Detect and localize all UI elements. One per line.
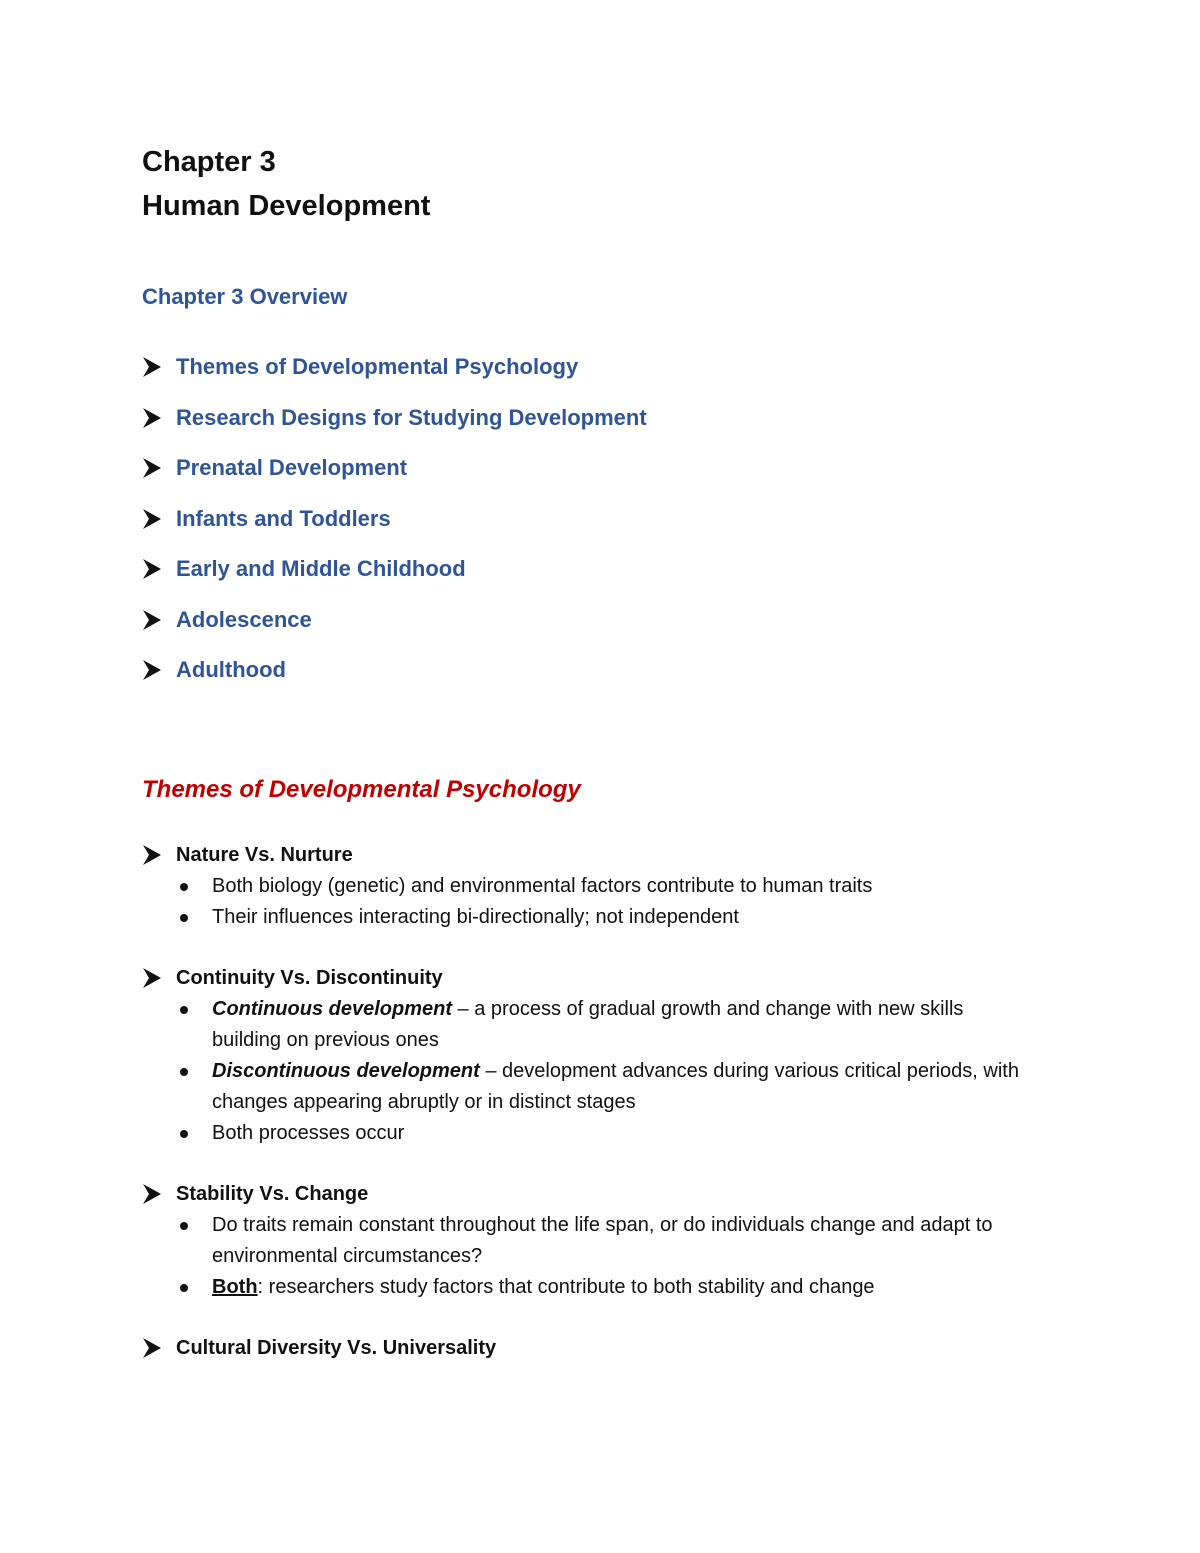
chapter-title: Human Development — [142, 190, 431, 222]
overview-item — [142, 544, 1072, 595]
bullet-list — [142, 871, 1072, 933]
bullet-text: – a process of gradual growth and change with new skills building on previous ones — [212, 997, 964, 1051]
bullet-text: – development advances during various critical periods, with changes appearing abruptly or in distinct stages — [212, 1059, 1019, 1113]
theme-heading-label: Stability Vs. Change — [176, 1182, 369, 1205]
bullet-item — [178, 1056, 1032, 1118]
overview-item — [142, 443, 1072, 494]
bullet-text: Both processes occur — [212, 1121, 405, 1144]
overview-item-label: Prenatal Development — [176, 455, 408, 481]
round-bullet-icon — [180, 1130, 188, 1138]
themes-container — [142, 840, 1072, 1364]
arrowhead-bullet-icon — [142, 356, 162, 378]
theme-heading-label: Continuity Vs. Discontinuity — [176, 966, 443, 989]
bullet-item — [178, 1118, 1032, 1149]
arrowhead-bullet-icon — [142, 508, 162, 530]
arrowhead-bullet-icon — [142, 407, 162, 429]
arrowhead-bullet-icon — [142, 558, 162, 580]
round-bullet-icon — [180, 914, 188, 922]
bullet-text: : researchers study factors that contribute to both stability and change — [257, 1275, 875, 1298]
arrowhead-bullet-icon — [142, 609, 162, 631]
overview-item — [142, 393, 1072, 444]
bullet-text: Do traits remain constant throughout the life span, or do individuals change and adapt to environmental circumstances? — [212, 1213, 993, 1267]
round-bullet-icon — [180, 1068, 188, 1076]
bullet-item — [178, 1210, 1032, 1272]
overview-item-label: Infants and Toddlers — [176, 505, 391, 531]
bullet-text: Both biology (genetic) and environmental factors contribute to human traits — [212, 874, 873, 897]
bullet-item — [178, 994, 1032, 1056]
theme-heading — [142, 963, 1072, 994]
theme-heading — [142, 840, 1072, 871]
theme-heading — [142, 1333, 1072, 1364]
bullet-item — [178, 1272, 1032, 1303]
chapter-number: Chapter 3 — [142, 146, 276, 178]
arrowhead-bullet-icon — [142, 1183, 162, 1205]
theme-heading-label: Cultural Diversity Vs. Universality — [176, 1336, 497, 1359]
overview-list — [142, 342, 1072, 696]
overview-item — [142, 595, 1072, 646]
overview-item-label: Research Designs for Studying Development — [176, 404, 647, 430]
overview-item — [142, 645, 1072, 696]
document-page — [142, 140, 1072, 1364]
bullet-list — [142, 994, 1072, 1149]
bullet-text: Their influences interacting bi-directionally; not independent — [212, 905, 739, 928]
arrowhead-bullet-icon — [142, 967, 162, 989]
overview-item-label: Themes of Developmental Psychology — [176, 354, 579, 380]
section-title: Themes of Developmental Psychology — [142, 775, 581, 803]
theme-heading-label: Nature Vs. Nurture — [176, 843, 353, 866]
bullet-term: Discontinuous development — [212, 1059, 480, 1082]
overview-item-label: Early and Middle Childhood — [176, 556, 466, 582]
bullet-list — [142, 1210, 1072, 1303]
theme-block — [142, 1179, 1072, 1303]
theme-block — [142, 963, 1072, 1149]
overview-item — [142, 494, 1072, 545]
bullet-item — [178, 871, 1032, 902]
overview-item — [142, 342, 1072, 393]
round-bullet-icon — [180, 1222, 188, 1230]
theme-block — [142, 840, 1072, 933]
round-bullet-icon — [180, 1284, 188, 1292]
overview-item-label: Adolescence — [176, 606, 312, 632]
arrowhead-bullet-icon — [142, 457, 162, 479]
round-bullet-icon — [180, 883, 188, 891]
theme-heading — [142, 1179, 1072, 1210]
bullet-emphasis: Both — [212, 1275, 258, 1298]
arrowhead-bullet-icon — [142, 1337, 162, 1359]
overview-item-label: Adulthood — [176, 657, 286, 683]
arrowhead-bullet-icon — [142, 844, 162, 866]
theme-block — [142, 1333, 1072, 1364]
bullet-term: Continuous development — [212, 997, 452, 1020]
overview-title: Chapter 3 Overview — [142, 284, 348, 309]
round-bullet-icon — [180, 1006, 188, 1014]
bullet-item — [178, 902, 1032, 933]
arrowhead-bullet-icon — [142, 659, 162, 681]
